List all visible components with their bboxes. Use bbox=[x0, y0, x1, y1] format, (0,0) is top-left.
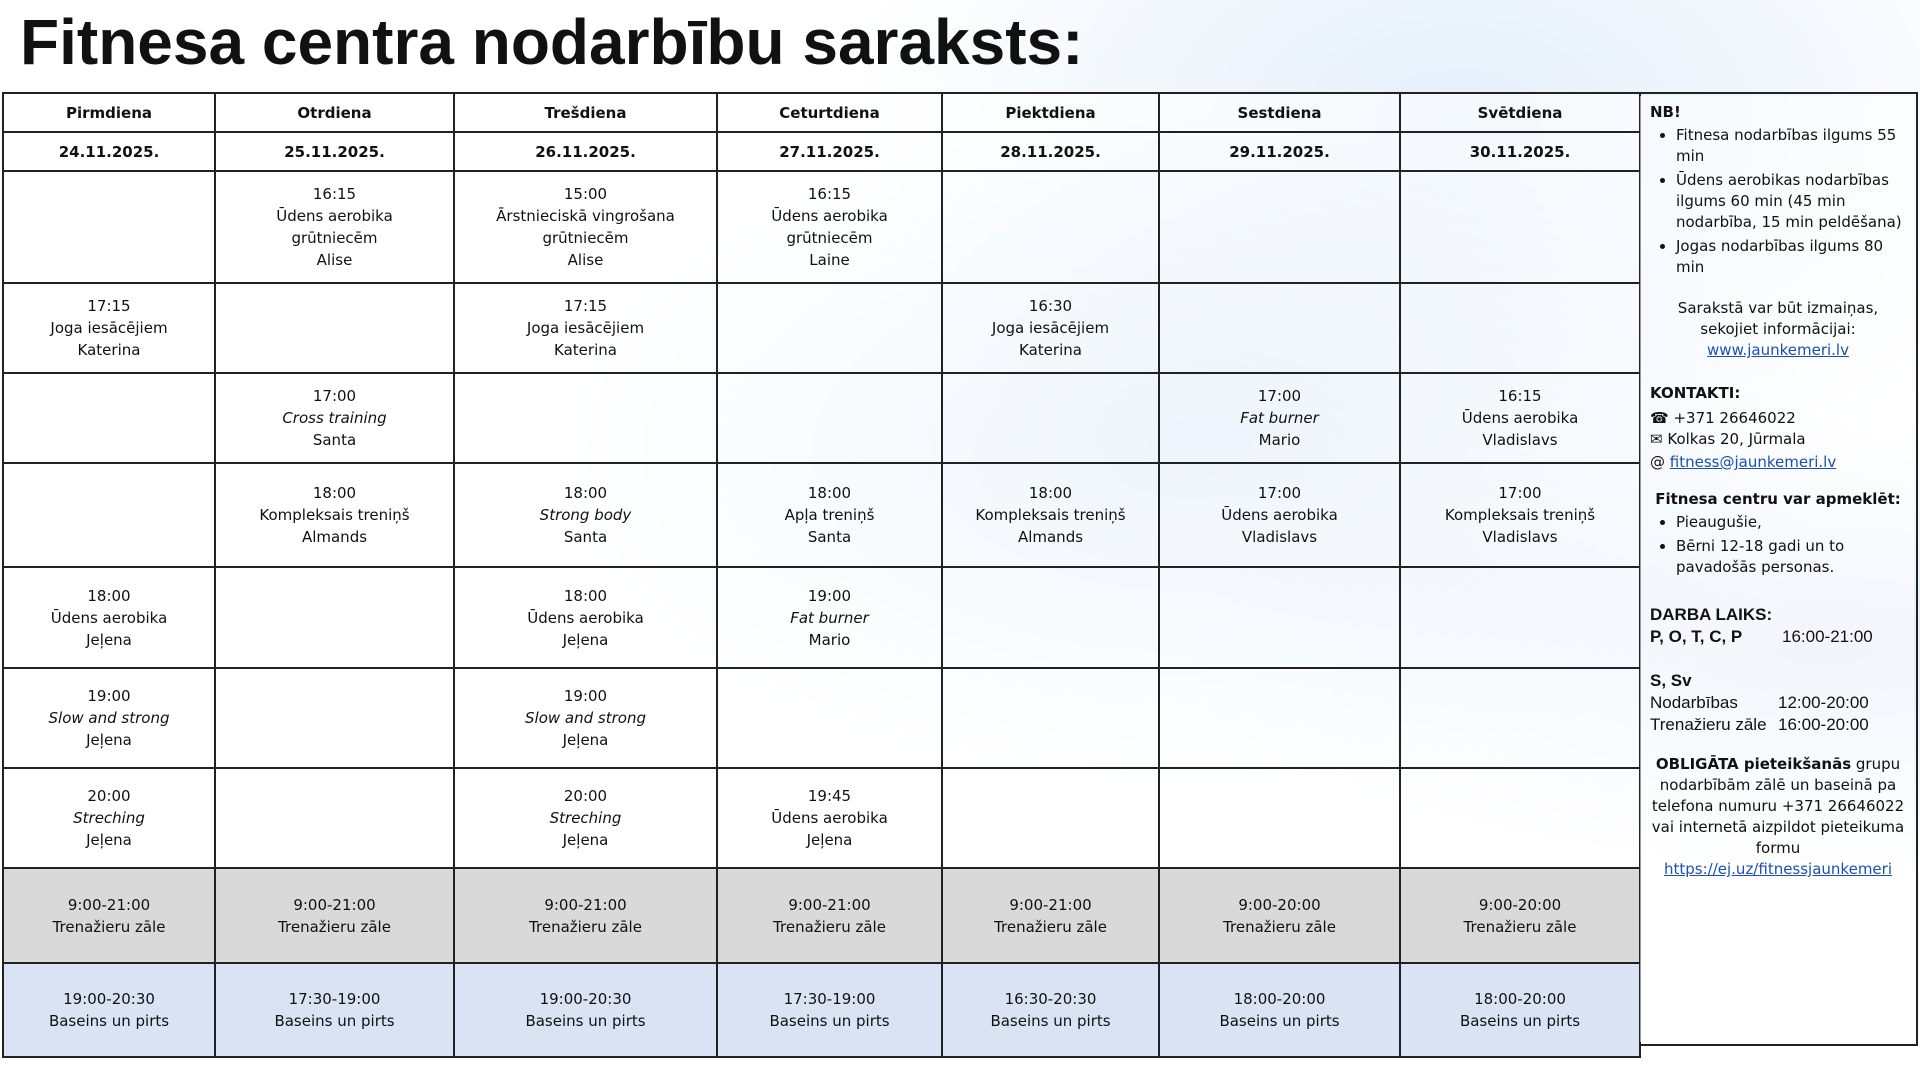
class-coach: Alise bbox=[567, 251, 604, 269]
day-header-row bbox=[3, 93, 1640, 132]
class-coach: Santa bbox=[312, 431, 357, 449]
page-title: Fitnesa centra nodarbību saraksts: bbox=[20, 6, 1084, 78]
gym-cell bbox=[1159, 868, 1400, 963]
class-time: 19:45 bbox=[807, 787, 852, 805]
class-name: Streching bbox=[549, 809, 622, 827]
class-time: 16:15 bbox=[1498, 387, 1542, 405]
registration-text: grupu nodarbībām zālē un baseinā pa telefona numuru +371 26646022 vai internetā aizpildot pieteikuma formu bbox=[1651, 755, 1905, 857]
class-cell bbox=[1400, 171, 1640, 283]
gym-label: Trenažieru zāle bbox=[994, 917, 1107, 936]
pool-cell bbox=[3, 963, 215, 1057]
address-text: Kolkas 20, Jūrmala bbox=[1667, 430, 1806, 448]
pool-label: Baseins un pirts bbox=[274, 1012, 395, 1030]
class-name: Kompleksais treniņš bbox=[975, 506, 1126, 524]
gym-cell bbox=[454, 868, 717, 963]
class-time: 16:15 bbox=[807, 185, 852, 203]
class-coach: Jeļena bbox=[562, 630, 609, 649]
gym-time: 9:00-21:00 bbox=[293, 895, 376, 914]
class-cell bbox=[717, 668, 942, 768]
registration-link[interactable]: https://ej.uz/fitnessjaunkemeri bbox=[1664, 860, 1892, 878]
class-cell bbox=[454, 463, 717, 567]
gym-label: Trenažieru zāle bbox=[52, 917, 166, 936]
gym-cell bbox=[717, 868, 942, 963]
class-cell bbox=[454, 567, 717, 668]
day-header: Otrdiena bbox=[215, 93, 454, 132]
class-coach: Almands bbox=[301, 528, 368, 546]
nb-item: • Fitnesa nodarbības ilgums 55 min bbox=[1676, 125, 1906, 167]
class-cell bbox=[215, 171, 454, 283]
gym-cell bbox=[942, 868, 1159, 963]
pool-label: Baseins un pirts bbox=[769, 1012, 890, 1030]
pool-cell bbox=[1400, 963, 1640, 1057]
gym-label: Trenažieru zāle bbox=[278, 917, 391, 936]
class-name: Slow and strong bbox=[48, 709, 170, 727]
class-cell bbox=[3, 373, 215, 463]
class-cell bbox=[1400, 373, 1640, 463]
phone-number: +371 26646022 bbox=[1673, 409, 1796, 427]
class-cell bbox=[717, 373, 942, 463]
gym-label: Trenažieru zāle bbox=[529, 917, 642, 936]
class-cell bbox=[1159, 463, 1400, 567]
class-cell bbox=[1159, 768, 1400, 868]
class-time: 17:00 bbox=[312, 387, 357, 405]
gym-time: 9:00-21:00 bbox=[544, 895, 627, 914]
schedule-table bbox=[2, 92, 1641, 1058]
class-coach: Vladislavs bbox=[1482, 431, 1558, 449]
day-header: Pirmdiena bbox=[3, 93, 215, 132]
pool-cell bbox=[942, 963, 1159, 1057]
class-coach: Jeļena bbox=[86, 731, 132, 749]
class-coach: Laine bbox=[809, 251, 850, 269]
class-name: Ūdens aerobika bbox=[771, 809, 888, 827]
gym-time: 9:00-21:00 bbox=[1009, 895, 1092, 914]
day-header: Svētdiena bbox=[1400, 93, 1640, 132]
day-header: Trešdiena bbox=[454, 93, 717, 132]
date-header: 27.11.2025. bbox=[717, 132, 942, 171]
visit-item: • Pieaugušie, bbox=[1676, 512, 1906, 533]
class-cell bbox=[717, 463, 942, 567]
class-cell bbox=[1400, 768, 1640, 868]
nb-item: • Ūdens aerobikas nodarbības ilgums 60 min (45 min nodarbība, 15 min peldēšana) bbox=[1676, 170, 1906, 233]
gym-label: Trenažieru zāle bbox=[1223, 917, 1336, 936]
class-time: 20:00 bbox=[563, 787, 608, 805]
class-cell bbox=[215, 768, 454, 868]
pool-label: Baseins un pirts bbox=[48, 1012, 170, 1030]
class-name: Kompleksais treniņš bbox=[259, 506, 410, 524]
gym-time: 9:00-21:00 bbox=[67, 895, 151, 914]
class-cell bbox=[3, 668, 215, 768]
class-cell bbox=[3, 567, 215, 668]
class-coach: Jeļena bbox=[806, 831, 853, 849]
class-coach: Jeļena bbox=[562, 831, 609, 849]
class-time: 19:00 bbox=[87, 687, 131, 705]
class-coach: Vladislavs bbox=[1482, 528, 1558, 546]
phone-line bbox=[1650, 408, 1906, 429]
date-header: 26.11.2025. bbox=[454, 132, 717, 171]
class-cell bbox=[942, 567, 1159, 668]
class-time: 16:30 bbox=[1028, 297, 1073, 315]
pool-time: 19:00-20:30 bbox=[539, 990, 632, 1008]
class-row bbox=[3, 768, 1640, 868]
gym-cell bbox=[215, 868, 454, 963]
class-name: Ūdens aerobika bbox=[771, 207, 888, 225]
class-extra: grūtniecēm bbox=[786, 229, 873, 247]
email-line bbox=[1650, 452, 1906, 473]
pool-time: 17:30-19:00 bbox=[783, 990, 876, 1008]
pool-label: Baseins un pirts bbox=[1219, 1012, 1340, 1030]
visit-list bbox=[1650, 512, 1906, 578]
class-cell bbox=[454, 373, 717, 463]
class-row bbox=[3, 283, 1640, 373]
pool-time: 16:30-20:30 bbox=[1004, 990, 1097, 1008]
class-cell bbox=[454, 283, 717, 373]
class-cell bbox=[717, 768, 942, 868]
class-cell bbox=[215, 567, 454, 668]
class-coach: Santa bbox=[807, 528, 852, 546]
class-row bbox=[3, 668, 1640, 768]
class-cell bbox=[942, 283, 1159, 373]
nb-list bbox=[1650, 125, 1906, 278]
class-name: Fat burner bbox=[790, 608, 869, 627]
class-time: 18:00 bbox=[563, 484, 608, 502]
class-cell bbox=[1159, 668, 1400, 768]
class-name: Ūdens aerobika bbox=[1461, 409, 1579, 427]
class-extra: grūtniecēm bbox=[542, 229, 629, 247]
class-cell bbox=[3, 463, 215, 567]
pool-label: Baseins un pirts bbox=[1459, 1012, 1581, 1030]
email-link[interactable]: fitness@jaunkemeri.lv bbox=[1669, 453, 1837, 471]
website-link[interactable]: www.jaunkemeri.lv bbox=[1707, 341, 1849, 359]
classes-time: 12:00-20:00 bbox=[1778, 693, 1869, 712]
contacts-title: KONTAKTI: bbox=[1650, 384, 1741, 402]
class-cell bbox=[1159, 283, 1400, 373]
class-cell bbox=[215, 373, 454, 463]
class-cell bbox=[1159, 171, 1400, 283]
class-name: Cross training bbox=[282, 409, 387, 427]
gym-time: 9:00-20:00 bbox=[1238, 895, 1321, 914]
class-cell bbox=[454, 768, 717, 868]
class-time: 19:00 bbox=[807, 586, 852, 605]
class-name: Ārstnieciskā vingrošana bbox=[496, 207, 675, 225]
class-cell bbox=[215, 283, 454, 373]
address-line bbox=[1650, 429, 1906, 450]
class-cell bbox=[1159, 567, 1400, 668]
class-cell bbox=[215, 668, 454, 768]
class-name: Joga iesācējiem bbox=[50, 319, 168, 337]
pool-cell bbox=[454, 963, 717, 1057]
class-time: 18:00 bbox=[563, 586, 608, 605]
class-name: Ūdens aerobika bbox=[1221, 506, 1338, 524]
pool-time: 18:00-20:00 bbox=[1233, 990, 1326, 1008]
class-time: 17:15 bbox=[87, 297, 131, 315]
pool-cell bbox=[717, 963, 942, 1057]
date-header-row bbox=[3, 132, 1640, 171]
class-name: Streching bbox=[73, 809, 145, 827]
class-time: 17:00 bbox=[1498, 484, 1542, 502]
class-cell bbox=[1400, 567, 1640, 668]
gym-time: 9:00-21:00 bbox=[788, 895, 871, 914]
class-cell bbox=[3, 171, 215, 283]
info-panel bbox=[1640, 96, 1914, 1042]
day-header: Sestdiena bbox=[1159, 93, 1400, 132]
date-header: 24.11.2025. bbox=[3, 132, 215, 171]
class-cell bbox=[1400, 463, 1640, 567]
class-cell bbox=[454, 171, 717, 283]
nb-item: • Jogas nodarbības ilgums 80 min bbox=[1676, 236, 1906, 278]
mail-icon: ✉ bbox=[1650, 430, 1663, 448]
class-coach: Katerina bbox=[77, 341, 141, 359]
class-cell bbox=[942, 373, 1159, 463]
class-cell bbox=[942, 463, 1159, 567]
class-time: 20:00 bbox=[87, 787, 131, 805]
class-cell bbox=[454, 668, 717, 768]
weekend-title: S, Sv bbox=[1650, 671, 1692, 690]
gym-hours-label: Trenažieru zāle bbox=[1650, 715, 1767, 734]
class-cell bbox=[717, 567, 942, 668]
gym-time: 9:00-20:00 bbox=[1478, 895, 1562, 914]
class-coach: Mario bbox=[1258, 431, 1301, 449]
class-cell bbox=[717, 283, 942, 373]
class-coach: Alise bbox=[316, 251, 353, 269]
date-header: 25.11.2025. bbox=[215, 132, 454, 171]
class-cell bbox=[3, 768, 215, 868]
nb-title: NB! bbox=[1650, 103, 1681, 121]
class-name: Ūdens aerobika bbox=[527, 608, 644, 627]
class-coach: Jeļena bbox=[86, 630, 132, 649]
weekday-hours bbox=[1650, 626, 1906, 648]
pool-label: Baseins un pirts bbox=[990, 1012, 1111, 1030]
phone-icon: ☎ bbox=[1650, 409, 1669, 427]
weekday-label: P, O, T, C, P bbox=[1650, 627, 1743, 646]
class-cell bbox=[717, 171, 942, 283]
class-time: 17:00 bbox=[1257, 387, 1302, 405]
class-cell bbox=[215, 463, 454, 567]
class-time: 18:00 bbox=[1028, 484, 1073, 502]
class-time: 15:00 bbox=[563, 185, 608, 203]
pool-time: 19:00-20:30 bbox=[63, 990, 155, 1008]
weekend-gym-hours bbox=[1650, 714, 1906, 736]
class-coach: Katerina bbox=[1019, 341, 1082, 359]
date-header: 30.11.2025. bbox=[1400, 132, 1640, 171]
class-name: Fat burner bbox=[1240, 409, 1319, 427]
class-extra: grūtniecēm bbox=[291, 229, 378, 247]
class-cell bbox=[942, 171, 1159, 283]
visit-item: • Bērni 12-18 gadi un to pavadošās personas. bbox=[1676, 536, 1906, 578]
weekday-time: 16:00-21:00 bbox=[1782, 627, 1873, 646]
classes-label: Nodarbības bbox=[1650, 693, 1738, 712]
date-header: 28.11.2025. bbox=[942, 132, 1159, 171]
registration-bold: OBLIGĀTA pieteikšanās bbox=[1655, 755, 1852, 773]
gym-hours-row bbox=[3, 868, 1640, 963]
gym-cell bbox=[3, 868, 215, 963]
class-cell bbox=[942, 668, 1159, 768]
class-cell bbox=[3, 283, 215, 373]
class-coach: Jeļena bbox=[562, 731, 609, 749]
class-time: 17:15 bbox=[563, 297, 608, 315]
class-coach: Jeļena bbox=[86, 831, 132, 849]
pool-hours-row bbox=[3, 963, 1640, 1057]
pool-time: 17:30-19:00 bbox=[288, 990, 381, 1008]
class-coach: Mario bbox=[808, 630, 851, 649]
class-cell bbox=[1400, 283, 1640, 373]
gym-label: Trenažieru zāle bbox=[773, 917, 886, 936]
day-header: Piektdiena bbox=[942, 93, 1159, 132]
class-time: 16:15 bbox=[312, 185, 357, 203]
class-name: Ūdens aerobika bbox=[50, 608, 168, 627]
class-name: Kompleksais treniņš bbox=[1444, 506, 1596, 524]
gym-cell bbox=[1400, 868, 1640, 963]
class-coach: Almands bbox=[1017, 528, 1084, 546]
class-time: 19:00 bbox=[563, 687, 608, 705]
class-cell bbox=[1400, 668, 1640, 768]
pool-time: 18:00-20:00 bbox=[1474, 990, 1566, 1008]
class-name: Ūdens aerobika bbox=[276, 207, 393, 225]
gym-hours-time: 16:00-20:00 bbox=[1778, 715, 1869, 734]
pool-label: Baseins un pirts bbox=[525, 1012, 646, 1030]
registration-note bbox=[1650, 754, 1906, 880]
class-time: 18:00 bbox=[807, 484, 852, 502]
class-name: Joga iesācējiem bbox=[526, 319, 645, 337]
hours-title: DARBA LAIKS: bbox=[1650, 605, 1773, 624]
class-row bbox=[3, 567, 1640, 668]
pool-cell bbox=[215, 963, 454, 1057]
changes-note bbox=[1650, 298, 1906, 361]
weekend-classes-hours bbox=[1650, 692, 1906, 714]
class-row bbox=[3, 373, 1640, 463]
class-time: 18:00 bbox=[87, 586, 131, 605]
class-name: Slow and strong bbox=[525, 709, 646, 727]
class-row bbox=[3, 463, 1640, 567]
class-name: Joga iesācējiem bbox=[991, 319, 1110, 337]
day-header: Ceturtdiena bbox=[717, 93, 942, 132]
pool-cell bbox=[1159, 963, 1400, 1057]
class-cell bbox=[942, 768, 1159, 868]
class-coach: Vladislavs bbox=[1241, 528, 1318, 546]
visit-title: Fitnesa centru var apmeklēt: bbox=[1655, 490, 1901, 508]
class-name: Apļa treniņš bbox=[784, 506, 875, 524]
class-cell bbox=[1159, 373, 1400, 463]
changes-text: Sarakstā var būt izmaiņas, sekojiet informācijai: bbox=[1677, 299, 1879, 338]
class-name: Strong body bbox=[539, 506, 632, 524]
class-coach: Katerina bbox=[554, 341, 617, 359]
class-time: 18:00 bbox=[312, 484, 357, 502]
class-coach: Santa bbox=[563, 528, 608, 546]
class-row bbox=[3, 171, 1640, 283]
class-time: 17:00 bbox=[1257, 484, 1302, 502]
at-icon: @ bbox=[1650, 453, 1665, 471]
gym-label: Trenažieru zāle bbox=[1463, 917, 1577, 936]
date-header: 29.11.2025. bbox=[1159, 132, 1400, 171]
